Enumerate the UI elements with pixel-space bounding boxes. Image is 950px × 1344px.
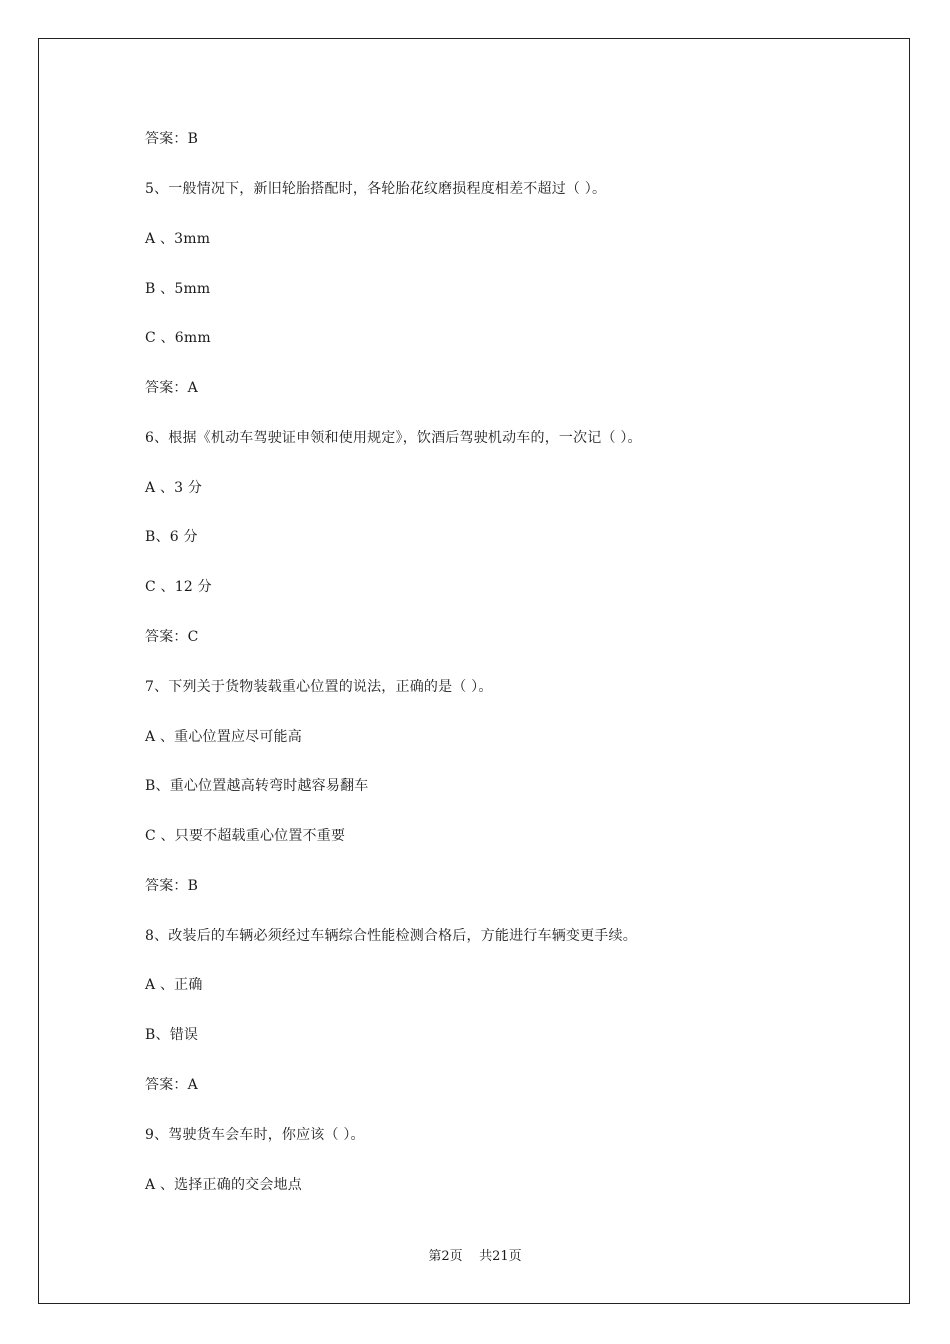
answer-line: 答案：A xyxy=(145,380,198,396)
question-9: 9、驾驶货车会车时，你应该（ ）。 xyxy=(145,1127,365,1143)
answer-line: 答案：B xyxy=(145,131,199,147)
answer-line: 答案：B xyxy=(145,878,199,894)
option-line: A 、正确 xyxy=(145,977,203,993)
option-line: C 、只要不超载重心位置不重要 xyxy=(145,828,346,844)
option-line: B、错误 xyxy=(145,1027,199,1043)
option-line: A 、3mm xyxy=(145,231,211,247)
option-line: C 、12 分 xyxy=(145,579,212,595)
question-6: 6、根据《机动车驾驶证申领和使用规定》，饮酒后驾驶机动车的，一次记（ ）。 xyxy=(145,430,642,446)
option-line: B、6 分 xyxy=(145,529,198,545)
option-line: B、重心位置越高转弯时越容易翻车 xyxy=(145,778,369,794)
page-number-footer: 第2页 共21页 xyxy=(428,1249,522,1264)
option-line: B 、5mm xyxy=(145,281,211,297)
option-line: A 、选择正确的交会地点 xyxy=(145,1177,302,1193)
page-frame xyxy=(38,38,910,1304)
option-line: A 、3 分 xyxy=(145,480,203,496)
option-line: A 、重心位置应尽可能高 xyxy=(145,729,302,745)
answer-line: 答案：C xyxy=(145,629,199,645)
option-line: C 、6mm xyxy=(145,330,211,346)
question-5: 5、一般情况下，新旧轮胎搭配时，各轮胎花纹磨损程度相差不超过（ ）。 xyxy=(145,181,607,197)
question-7: 7、下列关于货物装载重心位置的说法，正确的是（ ）。 xyxy=(145,679,493,695)
answer-line: 答案：A xyxy=(145,1077,198,1093)
question-8: 8、改装后的车辆必须经过车辆综合性能检测合格后，方能进行车辆变更手续。 xyxy=(145,928,637,944)
